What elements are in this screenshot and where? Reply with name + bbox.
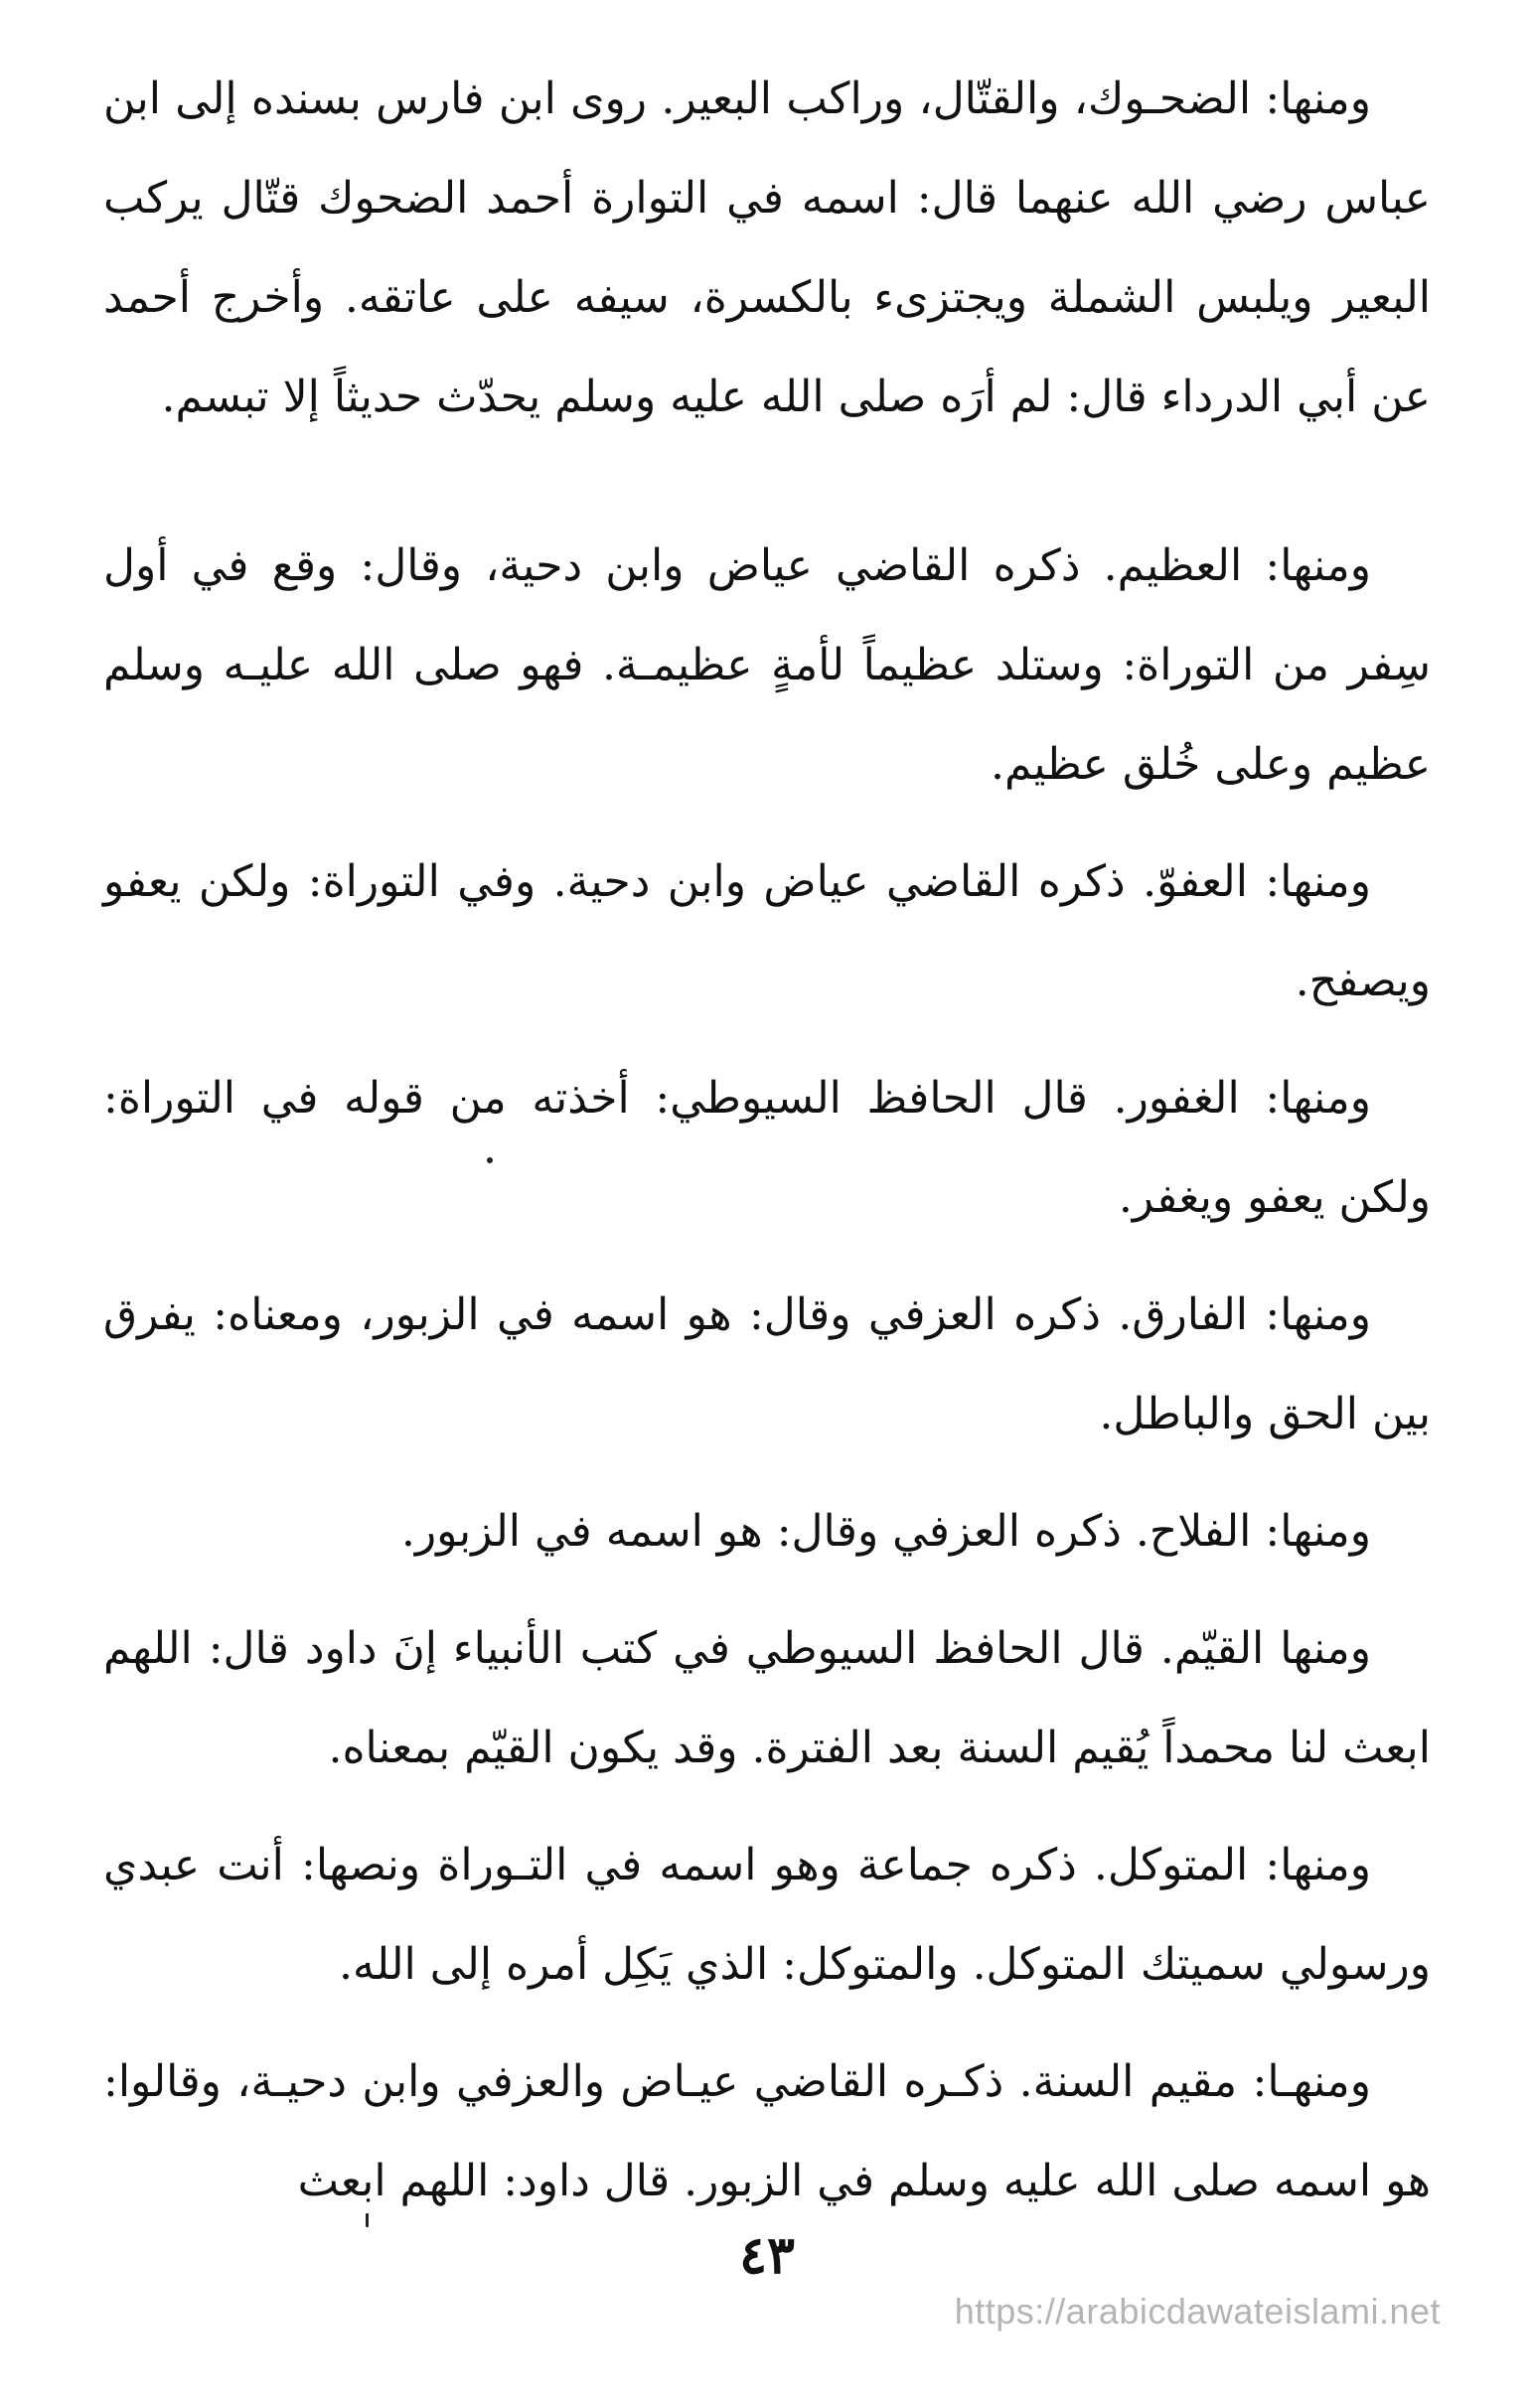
- paragraph-ad-dahuk: ومنها: الضحـوك، والقتّال، وراكب البعير. روى ابن فارس بسنده إلى ابن عباس رضي الله عنهما قال: اسمه في التوارة أحمد الضحوك قتّال يركب البعير ويلبس الشملة ويجتزىء بالكسرة، سيفه على عاتقه. وأخرج أحمد عن أبي الدرداء قال: لم أرَه صلى الله عليه وسلم يحدّث حديثاً إلا تبسم.: [103, 74, 1431, 422]
- paragraph-al-falah: ومنها: الفلاح. ذكره العزفي وقال: هو اسمه في الزبور.: [400, 1506, 1371, 1557]
- watermark-url: https://arabicdawateislami.net: [954, 2291, 1441, 2332]
- paragraph-al-fariq: ومنها: الفارق. ذكره العزفي وقال: هو اسمه في الزبور، ومعناه: يفرق بين الحق والباطل.: [103, 1289, 1431, 1439]
- paragraph-al-afuw: ومنها: العفوّ. ذكره القاضي عياض وابن دحية. وفي التوراة: ولكن يعفو ويصفح.: [103, 856, 1431, 1006]
- body-text: [103, 50, 1431, 2231]
- page-number: ٤٣: [739, 2225, 795, 2286]
- paragraph-al-mutawakkil: ومنها: المتوكل. ذكره جماعة وهو اسمه في التـوراة ونصها: أنت عبدي ورسولي سميتك المتوكل. والمتوكل: الذي يَكِل أمره إلى الله.: [103, 1840, 1431, 1990]
- paragraph-al-qayyim: ومنها القيّم. قال الحافظ السيوطي في كتب الأنبياء إنَ داود قال: اللهم ابعث لنا محمداً يُقيم السنة بعد الفترة. وقد يكون القيّم بمعناه.: [103, 1623, 1431, 1773]
- paragraph-muqim-as-sunna: ومنهـا: مقيم السنة. ذكـره القاضي عيـاض والعزفي وابن دحيـة، وقالوا: هو اسمه صلى الله عليه وسلم في الزبور. قال داود: اللهم ابعث: [103, 2056, 1431, 2206]
- paragraph-al-ghafur: ومنها: الغفور. قال الحافظ السيوطي: أخذته من قوله في التوراة: ولكن يعفو ويغفر.: [103, 1073, 1431, 1223]
- paragraph-al-azim: ومنها: العظيم. ذكره القاضي عياض وابن دحية، وقال: وقع في أول سِفر من التوراة: وستلد عظيماً لأمةٍ عظيمـة. فهو صلى الله عليـه وسلم عظيم وعلى خُلق عظيم.: [103, 540, 1431, 790]
- scan-speck: [487, 1157, 493, 1163]
